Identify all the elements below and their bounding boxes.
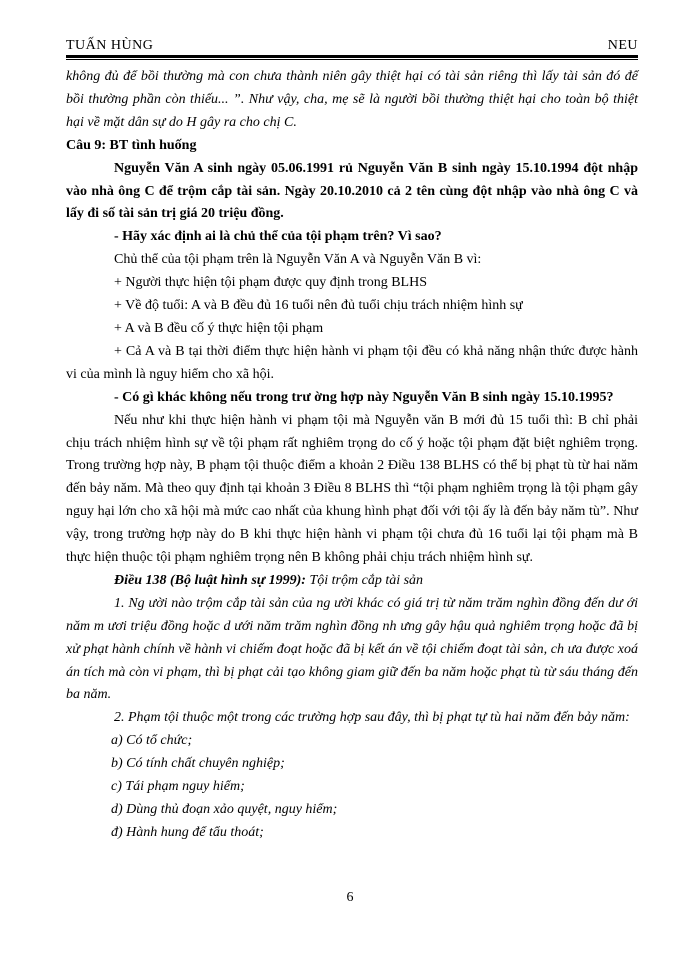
question-1: - Hãy xác định ai là chủ thể của tội phạm trên? Vì sao?	[114, 229, 442, 245]
question-2: - Có gì khác không nếu trong trư ờng hợp này Nguyễn Văn B sinh ngày 15.10.1995?	[114, 389, 614, 405]
clause-2-item: d) Dùng thủ đoạn xảo quyệt, nguy hiểm;	[111, 802, 338, 817]
page-number: 6	[346, 890, 354, 905]
document-page	[66, 34, 638, 845]
header-school: NEU	[607, 38, 638, 53]
article-title-rest: Tội trộm cắp tài sản	[309, 572, 424, 588]
clause-2-item: c) Tái phạm nguy hiểm;	[111, 779, 245, 795]
answer-1-point: + A và B đều cố ý thực hiện tội phạm	[114, 320, 324, 336]
clause-2-item: a) Có tổ chức;	[111, 733, 193, 749]
article-title	[66, 570, 638, 593]
page-header	[66, 34, 638, 54]
answer-2: Nếu như khi thực hiện hành vi phạm tội mà Nguyễn văn B mới đủ 15 tuổi thì: B chỉ phải chịu trách nhiệm hình sự về tội phạm rất nghiêm trọng do cố ý hoặc tội phạm đặt biệt nghiêm trọng. Trong trường hợp này, B phạm tội thuộc điểm a khoản 2 Điều 138 BLHS có thể bị phạt tù từ hai năm đến bảy năm. Mà theo quy định tại khoản 3 Điều 8 BLHS thì “tội phạm nghiêm trọng là tội phạm gây nguy hại lớn cho xã hội mà mức cao nhất của khung hình phạt đối với tội ấy là đến bảy năm tù”. Như vậy, trong trường hợp này do B khi thực hiện hành vi phạm tội chưa đủ 16 tuổi lại tội phạm mà B thực hiện thuộc tội phạm nghiêm trọng nên B không phải chịu trách nhiệm hình sự.	[66, 412, 638, 566]
question-title: Câu 9: BT tình huống	[66, 137, 197, 153]
answer-1-point: + Về độ tuổi: A và B đều đủ 16 tuổi nên đủ tuổi chịu trách nhiệm hình sự	[114, 298, 523, 314]
answer-1-intro: Chủ thể của tội phạm trên là Nguyễn Văn A và Nguyễn Văn B vì:	[114, 252, 482, 268]
scenario-paragraph: Nguyễn Văn A sinh ngày 05.06.1991 rủ Nguyễn Văn B sinh ngày 15.10.1994 đột nhập vào nhà ông C để trộm cắp tài sản. Ngày 20.10.2010 cả 2 tên cùng đột nhập vào nhà ông C và lấy đi số tài sản trị giá 20 triệu đồng.	[66, 160, 638, 222]
article-title-bold: Điều 138 (Bộ luật hình sự 1999):	[114, 572, 306, 588]
header-rule-thin	[66, 59, 638, 60]
header-author: TUẤN HÙNG	[66, 38, 154, 53]
header-rule-thick	[66, 55, 638, 58]
clause-2: 2. Phạm tội thuộc một trong các trường hợp sau đây, thì bị phạt tự tù hai năm đến bảy năm:	[114, 710, 630, 726]
answer-1-point: + Cả A và B tại thời điểm thực hiện hành vi phạm tội đều có khả năng nhận thức được hành vi của mình là nguy hiểm cho xã hội.	[66, 343, 638, 382]
answer-1-point: + Người thực hiện tội phạm được quy định trong BLHS	[114, 275, 427, 291]
top-paragraph: không đủ để bồi thường mà con chưa thành niên gây thiệt hại có tài sản riêng thì lấy tài sản đó để bồi thường phần còn thiếu... ”. Như vậy, cha, mẹ sẽ là người bồi thường thiệt hại cho toàn bộ thiệt hại về mặt dân sự do H gây ra cho chị C.	[66, 69, 638, 130]
clause-2-item: b) Có tính chất chuyên nghiệp;	[111, 756, 285, 772]
clause-1: 1. Ng ười nào trộm cắp tài sản của ng ười khác có giá trị từ năm trăm nghìn đồng đến dư ới năm m ươi triệu đồng hoặc d ưới năm trăm nghìn đồng nh ưng gây hậu quả nghiêm trọng hoặc đã bị xử phạt hành chính về hành vi chiếm đoạt hoặc đã bị kết án về tội chiếm đoạt tài sản, ch ưa được xoá án tích mà còn vi phạm, thì bị phạt cải tạo không giam giữ đến ba năm hoặc phạt tù từ sáu tháng đến ba năm.	[66, 595, 638, 703]
document-body	[66, 66, 638, 845]
clause-2-item: đ) Hành hung để tẩu thoát;	[111, 824, 264, 840]
